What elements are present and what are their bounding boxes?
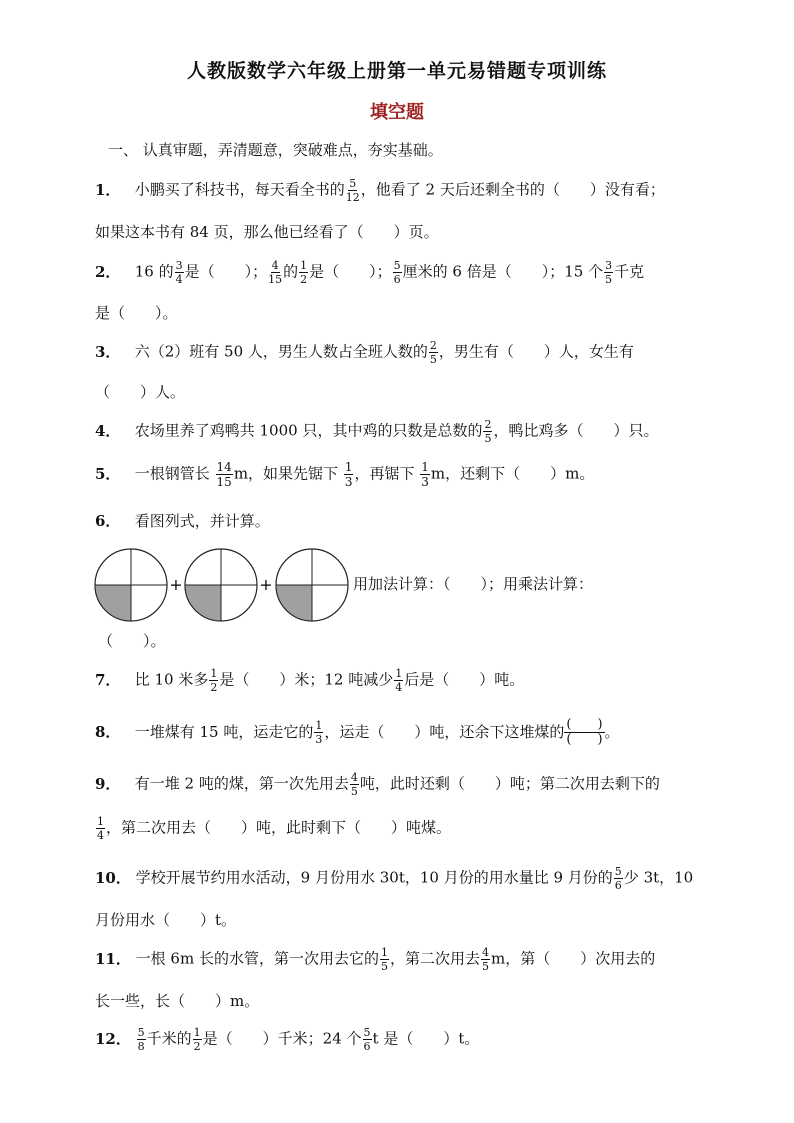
question-text: ，他看了 2 天后还剩全书的（ ）没有看； bbox=[360, 180, 665, 199]
plus-sign: + bbox=[169, 575, 183, 594]
question-number: 4． bbox=[95, 421, 121, 440]
section-heading: 一、 认真审题，弄清题意，突破难点，夯实基础。 bbox=[108, 141, 443, 159]
question-12: 12． $\frac{5}{8}$ 千米的 $\frac{1}{2}$ 是（ ）千米；24 个 $\frac{5}{6}$ t 是（ ）t。 bbox=[95, 1026, 480, 1053]
question-number: 3． bbox=[95, 342, 121, 361]
blank-fraction: ( ) ( ) bbox=[566, 717, 603, 748]
question-number: 1． bbox=[95, 180, 121, 199]
page-subtitle: 填空题 bbox=[370, 102, 424, 123]
quarter-circle-2 bbox=[185, 549, 257, 621]
question-1-line2: 如果这本书有 84 页，那么他已经看了（ ）页。 bbox=[95, 223, 439, 241]
question-6-line2: （ ）。 bbox=[98, 632, 166, 650]
quarter-circle-1 bbox=[95, 549, 167, 621]
fraction: $\frac{5}{12}$ bbox=[345, 177, 360, 204]
question-number: 11． bbox=[95, 949, 131, 968]
question-3-line2: （ ）人。 bbox=[95, 383, 186, 401]
question-3: 3． 六（2）班有 50 人，男生人数占全班人数的 $\frac{2}{5}$ ，男生有（ ）人，女生有 bbox=[95, 339, 634, 366]
fraction-circles-figure bbox=[93, 547, 363, 627]
question-2-line2: 是（ ）。 bbox=[95, 304, 178, 322]
question-2: 2． 16 的 $\frac{3}{4}$ 是（ ）； $\frac{4}{15}$ 的 $\frac{1}{2}$ 是（ ）； $\frac{5}{6}$ 厘米的 6 倍是（ ）；15 个 $\frac{3}{5}$ 千克 bbox=[95, 259, 645, 286]
page-title: 人教版数学六年级上册第一单元易错题专项训练 bbox=[186, 60, 607, 82]
question-text: 小鹏买了科技书，每天看全书的 bbox=[134, 180, 345, 199]
question-1 bbox=[95, 178, 665, 203]
question-number: 10． bbox=[95, 868, 131, 887]
question-number: 2． bbox=[95, 262, 121, 281]
question-4: 4． 农场里养了鸡鸭共 1000 只，其中鸡的只数是总数的 $\frac{2}{5}$ ，鸭比鸡多（ ）只。 bbox=[95, 418, 659, 445]
question-number: 12． bbox=[95, 1029, 131, 1048]
question-8: 8． 一堆煤有 15 吨，运走它的 $\frac{1}{3}$ ，运走（ ）吨，还余下这堆煤的 ( ) ( ) 。 bbox=[95, 717, 620, 748]
question-10-line2: 月份用水（ ）t。 bbox=[95, 911, 237, 929]
question-6-prompt: 用加法计算：（ ）；用乘法计算： bbox=[353, 575, 594, 593]
question-number: 7． bbox=[95, 670, 121, 689]
plus-sign: + bbox=[259, 575, 273, 594]
question-9-line2: $\frac{1}{4}$ ，第二次用去（ ）吨，此时剩下（ ）吨煤。 bbox=[97, 815, 452, 842]
question-11-line2: 长一些，长（ ）m。 bbox=[95, 992, 260, 1010]
question-10: 10． 学校开展节约用水活动，9 月份用水 30t，10 月份的用水量比 9 月份的 $\frac{5}{6}$ 少 3t，10 bbox=[95, 865, 694, 892]
question-number: 6． bbox=[95, 512, 121, 530]
question-7: 7． 比 10 米多 $\frac{1}{2}$ 是（ ）米；12 吨减少 $\frac{1}{4}$ 后是（ ）吨。 bbox=[95, 667, 525, 694]
question-9: 9． 有一堆 2 吨的煤，第一次先用去 $\frac{4}{5}$ 吨，此时还剩（ ）吨；第二次用去剩下的 bbox=[95, 771, 660, 798]
quarter-circle-3 bbox=[276, 549, 348, 621]
question-5: 5． 一根钢管长 $\frac{14}{15}$ m，如果先锯下 $\frac{1}{3}$ ，再锯下 $\frac{1}{3}$ m，还剩下（ ）m。 bbox=[95, 460, 595, 489]
question-number: 5． bbox=[95, 464, 121, 483]
question-number: 8． bbox=[95, 722, 121, 741]
question-number: 9． bbox=[95, 774, 121, 793]
question-11: 11． 一根 6m 长的水管，第一次用去它的 $\frac{1}{5}$ ，第二次用去 $\frac{4}{5}$ m，第（ ）次用去的 bbox=[95, 946, 656, 973]
question-6: 6． 看图列式，并计算。 bbox=[95, 512, 270, 530]
